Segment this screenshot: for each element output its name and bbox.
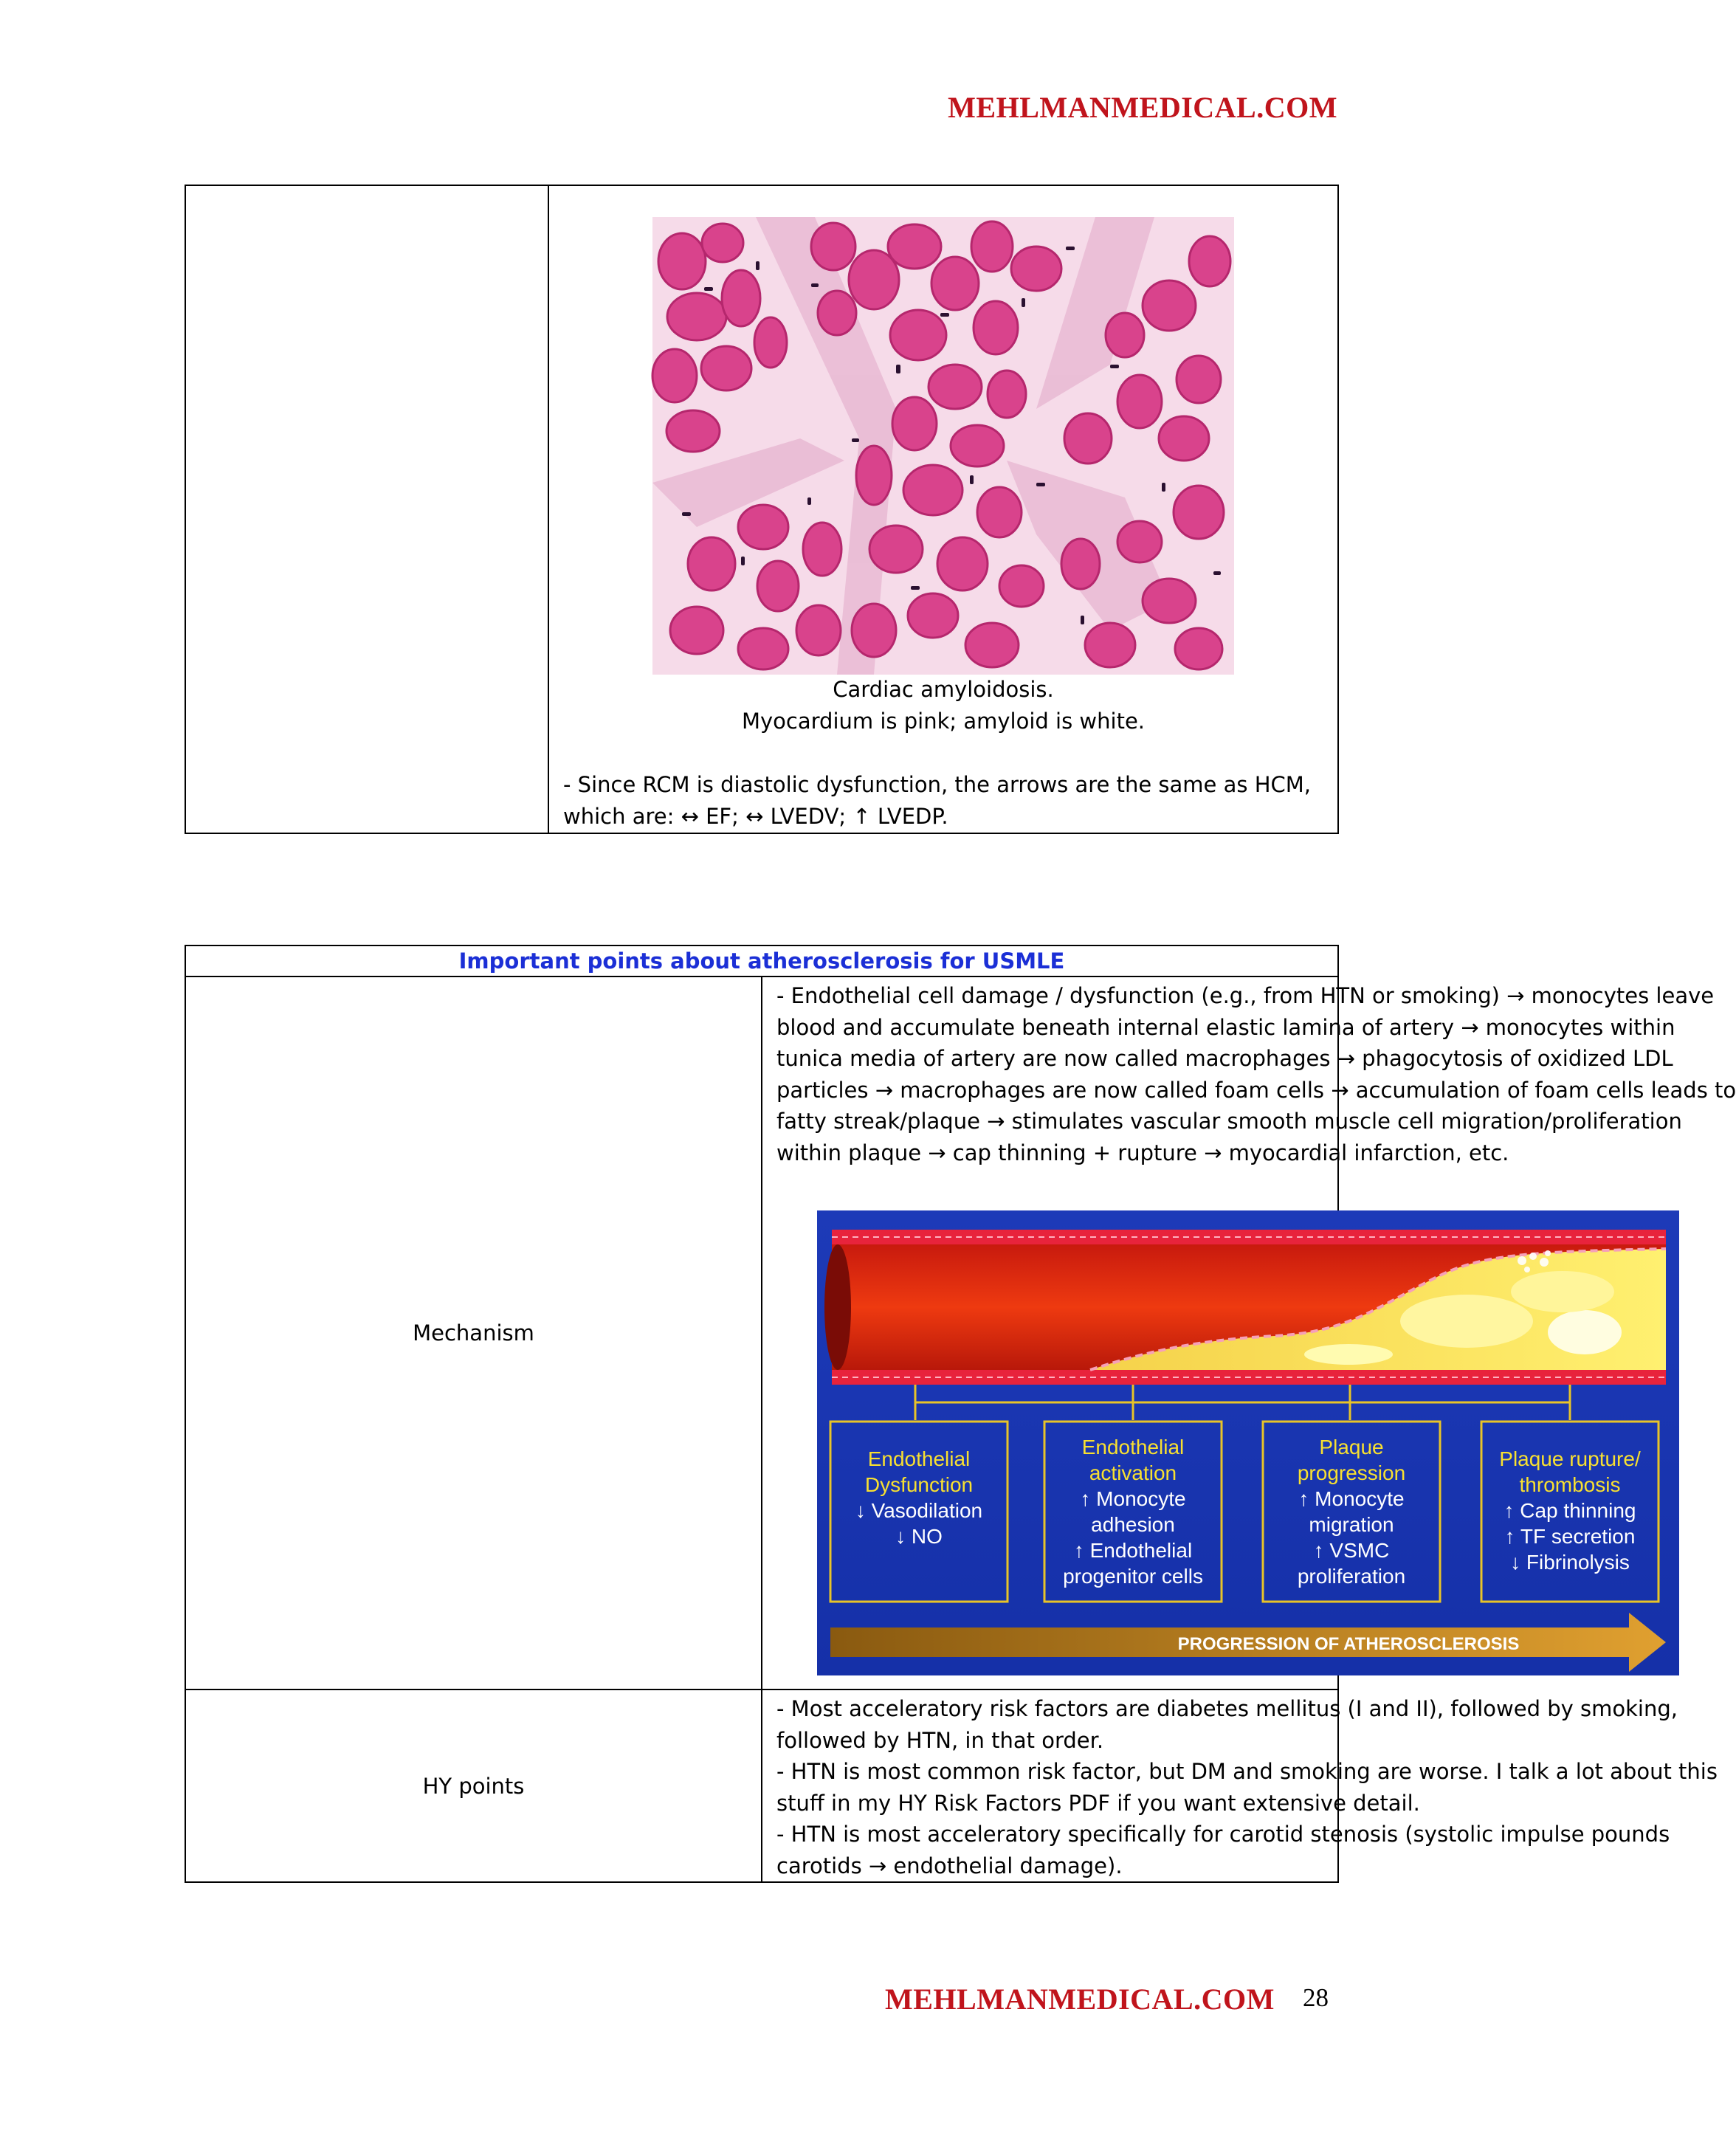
box3-line2: progression	[1297, 1461, 1406, 1484]
text-line: within plaque → cap thinning + rupture → myocardial infarction, etc.	[776, 1140, 1509, 1165]
figure-caption-title: Cardiac amyloidosis.	[833, 677, 1054, 702]
box4-line3: ↑ Cap thinning	[1504, 1499, 1636, 1522]
text-line: carotids → endothelial damage).	[776, 1853, 1123, 1878]
box3-line6: proliferation	[1297, 1565, 1406, 1588]
mechanism-text	[776, 980, 1736, 1168]
atherosclerosis-table	[185, 945, 1736, 1883]
box4-line1: Plaque rupture/	[1499, 1447, 1641, 1470]
rcm-note	[563, 769, 1311, 833]
box3-line1: Plaque	[1319, 1436, 1384, 1458]
cardiac-amyloidosis-histology-image	[652, 217, 1234, 675]
box1-line2: Dysfunction	[864, 1473, 974, 1496]
table-row	[185, 976, 1338, 1690]
rcm-note-line: which are: ↔ EF; ↔ LVEDV; ↑ LVEDP.	[563, 804, 948, 829]
rcm-table	[185, 185, 1339, 834]
rcm-note-line: - Since RCM is diastolic dysfunction, the arrows are the same as HCM,	[563, 772, 1312, 797]
progression-arrow-label: PROGRESSION OF ATHEROSCLEROSIS	[1177, 1634, 1520, 1654]
text-line: particles → macrophages are now called foam cells → accumulation of foam cells leads to	[776, 1077, 1736, 1103]
box4-line4: ↑ TF secretion	[1504, 1525, 1636, 1548]
mechanism-content	[762, 976, 1736, 1690]
text-line: stuff in my HY Risk Factors PDF if you want extensive detail.	[776, 1790, 1420, 1816]
hy-points-content	[762, 1690, 1718, 1882]
text-line: - HTN is most common risk factor, but DM and smoking are worse. I talk a lot about this	[776, 1759, 1718, 1784]
table-title: Important points about atherosclerosis for USMLE	[185, 946, 1338, 976]
mechanism-label: Mechanism	[185, 976, 762, 1690]
box1-line4: ↓ NO	[895, 1525, 943, 1548]
box2-line1: Endothelial	[1081, 1436, 1185, 1458]
box1-line3: ↓ Vasodilation	[855, 1499, 983, 1522]
box4-line2: thrombosis	[1519, 1473, 1621, 1496]
text-line: followed by HTN, in that order.	[776, 1727, 1104, 1753]
text-line: blood and accumulate beneath internal elastic lamina of artery → monocytes within	[776, 1014, 1675, 1040]
box2-line6: progenitor cells	[1063, 1565, 1203, 1588]
rcm-label-cell	[185, 185, 548, 833]
box4-line5: ↓ Fibrinolysis	[1510, 1551, 1630, 1574]
box2-line2: activation	[1089, 1461, 1177, 1484]
rcm-content-cell	[548, 185, 1338, 833]
text-line: - Most acceleratory risk factors are diabetes mellitus (I and II), followed by smoking,	[776, 1696, 1678, 1721]
box1-line1: Endothelial	[867, 1447, 971, 1470]
box2-line3: ↑ Monocyte	[1080, 1487, 1186, 1510]
text-line: - HTN is most acceleratory specifically for carotid stenosis (systolic impulse pounds	[776, 1822, 1670, 1847]
box2-line5: ↑ Endothelial	[1073, 1539, 1193, 1562]
box3-line5: ↑ VSMC	[1313, 1539, 1390, 1562]
box2-line4: adhesion	[1091, 1513, 1175, 1536]
text-line: fatty streak/plaque → stimulates vascular smooth muscle cell migration/proliferation	[776, 1109, 1682, 1134]
header-brand: MEHLMANMEDICAL.COM	[948, 91, 1337, 124]
box3-line4: migration	[1309, 1513, 1394, 1536]
hy-points-text	[776, 1693, 1718, 1881]
hy-points-label: HY points	[185, 1690, 762, 1882]
table-row	[185, 1690, 1338, 1882]
footer-brand: MEHLMANMEDICAL.COM	[885, 1983, 1275, 2016]
text-line: tunica media of artery are now called macrophages → phagocytosis of oxidized LDL	[776, 1046, 1673, 1071]
page-number: 28	[1303, 1983, 1329, 2012]
box3-line3: ↑ Monocyte	[1298, 1487, 1405, 1510]
figure-caption-description: Myocardium is pink; amyloid is white.	[741, 709, 1145, 734]
text-line: - Endothelial cell damage / dysfunction (e.g., from HTN or smoking) → monocytes leave	[776, 983, 1715, 1008]
atherosclerosis-progression-diagram	[817, 1210, 1679, 1675]
